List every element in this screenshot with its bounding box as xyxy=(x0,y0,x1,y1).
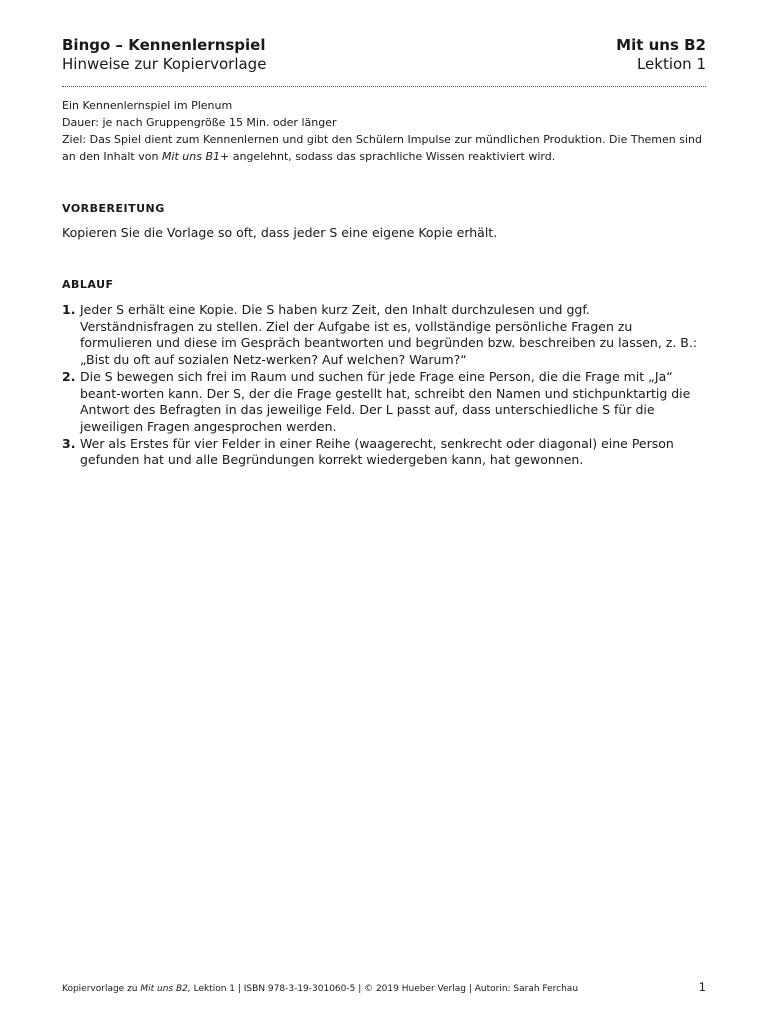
page-number: 1 xyxy=(698,980,706,994)
page-footer xyxy=(62,980,706,994)
list-item xyxy=(62,302,706,369)
list-item-text: Wer als Erstes für vier Felder in einer Reihe (waagerecht, senkrecht oder diagonal) eine Person gefunden hat und alle Begründungen korrekt wiedergeben kann, hat gewonnen. xyxy=(80,435,674,468)
lesson-label: Lektion 1 xyxy=(636,55,706,73)
list-item-text: Jeder S erhält eine Kopie. Die S haben kurz Zeit, den Inhalt durchzulesen und ggf. Verständnisfragen zu stellen. Ziel der Aufgabe ist es, vollständige persönliche Fragen zu formulieren und diese im Gespräch beantworten und begründen bzw. beschreiben zu lassen, z. B.: „Bist du oft auf sozialen Netz-werken? Auf welchen? Warum?“ xyxy=(80,302,698,368)
ablauf-list xyxy=(62,302,706,469)
goal-text-end: angelehnt, sodass das sprachliche Wissen reaktiviert wird. xyxy=(229,150,556,163)
footer-credits xyxy=(62,984,578,994)
duration-line: Dauer: je nach Gruppengröße 15 Min. oder länger xyxy=(62,116,337,129)
section-heading-vorbereitung: VORBEREITUNG xyxy=(62,202,165,215)
footer-details: Lektion 1 | ISBN 978-3-19-301060-5 | © 2019 Hueber Verlag | Autorin: Sarah Ferchau xyxy=(190,984,579,994)
vorbereitung-text: Kopieren Sie die Vorlage so oft, dass jeder S eine eigene Kopie erhält. xyxy=(62,225,498,240)
page-header xyxy=(62,36,706,73)
goal-line xyxy=(62,131,706,165)
list-item-number: 3. xyxy=(62,435,76,451)
list-item-text: Die S bewegen sich frei im Raum und suchen für jede Frage eine Person, die die Frage mit „Ja“ beant-worten kann. Der S, der die Frage gestellt hat, schreibt den Namen und stichpunktartig die Antwort des Befragten in das jeweilige Feld. Der L passt auf, dass unterschiedliche S für die jeweiligen Fragen angesprochen werden. xyxy=(80,368,691,434)
section-heading-ablauf: ABLAUF xyxy=(62,278,114,291)
document-title: Bingo – Kennenlernspiel xyxy=(62,36,266,54)
list-item xyxy=(62,369,706,436)
footer-book-title: Mit uns B2, xyxy=(140,984,191,994)
list-item-number: 1. xyxy=(62,302,76,317)
document-subtitle: Hinweise zur Kopiervorlage xyxy=(62,55,267,73)
list-item xyxy=(62,436,706,469)
intro-block xyxy=(62,97,706,165)
book-title: Mit uns B2 xyxy=(616,36,706,54)
goal-book-title: Mit uns B1+ xyxy=(161,150,230,163)
dotted-divider xyxy=(62,86,706,87)
footer-prefix: Kopiervorlage zu xyxy=(62,984,141,994)
list-item-number: 2. xyxy=(62,368,76,384)
intro-line: Ein Kennenlernspiel im Plenum xyxy=(62,99,233,112)
goal-text-start: Ziel: Das Spiel dient zum Kennenlernen und gibt den Schülern Impulse zur mündlichen Produktion. Die Themen sind an den Inhalt von xyxy=(62,133,703,163)
